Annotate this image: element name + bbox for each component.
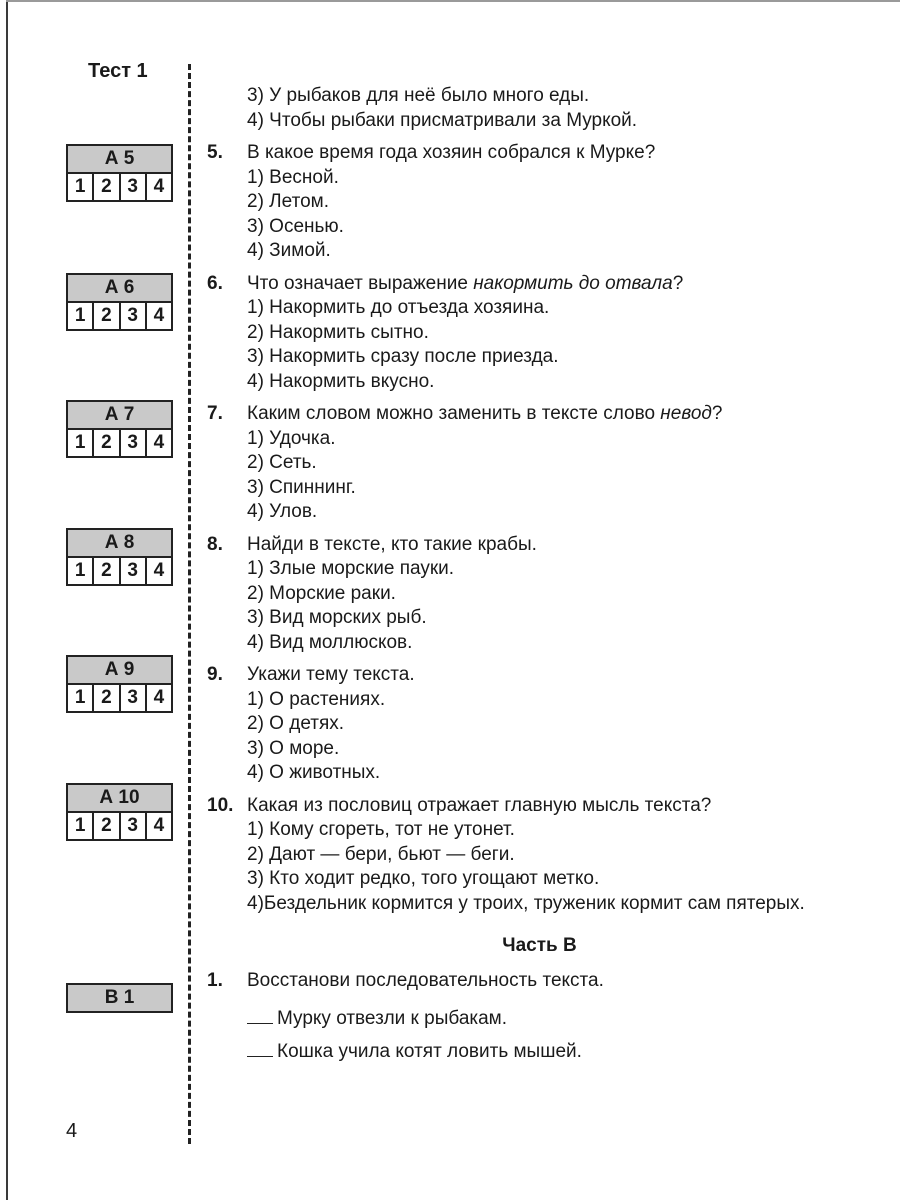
page-frame-top bbox=[6, 0, 900, 2]
answer-choice-2[interactable]: 2 bbox=[92, 558, 118, 584]
answer-choice-3[interactable]: 3 bbox=[119, 303, 145, 329]
answer-choice-2[interactable]: 2 bbox=[92, 303, 118, 329]
answer-choice-1[interactable]: 1 bbox=[74, 176, 86, 197]
option: 3) О море. bbox=[247, 737, 340, 759]
answer-choice-3[interactable]: 3 bbox=[119, 174, 145, 200]
answer-box-label: А 7 bbox=[68, 402, 171, 428]
question-number: 7. bbox=[207, 403, 223, 424]
option: 2) Накормить сытно. bbox=[247, 321, 429, 343]
answer-box-b1[interactable] bbox=[66, 983, 173, 1013]
answer-box-label: А 5 bbox=[68, 146, 171, 172]
test-title: Тест 1 bbox=[88, 60, 148, 82]
question-7 bbox=[207, 402, 832, 427]
option: 1) Накормить до отъезда хозяина. bbox=[247, 297, 550, 318]
answer-choice-3[interactable]: 3 bbox=[119, 685, 145, 711]
answer-box-a10 bbox=[66, 783, 173, 841]
question-number: 1. bbox=[207, 969, 223, 991]
option bbox=[207, 892, 832, 917]
question-text-end: ? bbox=[672, 272, 684, 294]
answer-choice-4[interactable]: 4 bbox=[145, 430, 171, 456]
question-text: Каким словом можно заменить в тексте слово bbox=[247, 403, 661, 424]
option: 1) Весной. bbox=[247, 166, 339, 188]
sequence-line bbox=[207, 1038, 832, 1065]
question-number: 5. bbox=[207, 142, 223, 163]
option: 3) Кто ходит редко, того угощают метко. bbox=[247, 868, 600, 889]
option: 3) Вид морских рыб. bbox=[247, 607, 427, 628]
option: 4) Вид моллюсков. bbox=[247, 631, 413, 653]
question-text-end: ? bbox=[711, 403, 723, 424]
option-number: 4) bbox=[247, 892, 264, 914]
question-b1 bbox=[207, 969, 832, 994]
answer-choice-2[interactable]: 2 bbox=[92, 685, 118, 711]
option: 3) Накормить сразу после приезда. bbox=[247, 346, 559, 367]
question-text: Восстанови последовательность текста. bbox=[247, 969, 604, 991]
question-number: 10. bbox=[207, 794, 234, 816]
question-text: Какая из пословиц отражает главную мысль текста? bbox=[247, 794, 712, 816]
answer-choice-3[interactable]: 3 bbox=[119, 813, 145, 839]
option-text: Бездельник кормится у троих, труженик кормит сам пятерых. bbox=[263, 892, 805, 914]
page-frame-left bbox=[6, 0, 8, 1200]
option: 2) Сеть. bbox=[247, 452, 317, 473]
questions-column bbox=[207, 84, 832, 1064]
question-6 bbox=[207, 272, 832, 297]
option: 2) Морские раки. bbox=[247, 582, 396, 604]
answer-choice-4[interactable]: 4 bbox=[145, 813, 171, 839]
option: 1) О растениях. bbox=[247, 688, 386, 710]
question-number: 9. bbox=[207, 664, 223, 685]
option: 1) Удочка. bbox=[247, 427, 336, 449]
answer-box-a8 bbox=[66, 528, 173, 586]
cut-line bbox=[188, 64, 191, 1144]
answer-choice-2[interactable]: 2 bbox=[92, 813, 118, 839]
answer-choice-2[interactable]: 2 bbox=[92, 430, 118, 456]
answer-box-a7 bbox=[66, 400, 173, 458]
option: 3) У рыбаков для неё было много еды. bbox=[247, 85, 590, 106]
answer-box-a6 bbox=[66, 273, 173, 331]
option: 4) Зимой. bbox=[247, 240, 331, 261]
option: 4) О животных. bbox=[247, 762, 381, 783]
section-title: Часть В bbox=[502, 935, 577, 956]
question-number: 8. bbox=[207, 533, 223, 555]
option: 3) Осенью. bbox=[247, 215, 344, 237]
answer-choice-1[interactable]: 1 bbox=[74, 687, 86, 708]
question-text: Укажи тему текста. bbox=[247, 664, 415, 685]
option: 1) Злые морские пауки. bbox=[247, 558, 455, 579]
question-8 bbox=[207, 533, 832, 558]
answer-box-label: А 8 bbox=[68, 530, 171, 556]
page-number: 4 bbox=[66, 1120, 78, 1142]
answer-choice-4[interactable]: 4 bbox=[145, 303, 171, 329]
option: 4) Чтобы рыбаки присматривали за Муркой. bbox=[247, 109, 638, 131]
answer-box-label: А 10 bbox=[68, 785, 171, 811]
question-number: 6. bbox=[207, 272, 223, 294]
option: 1) Кому сгореть, тот не утонет. bbox=[247, 819, 515, 840]
option: 4) Улов. bbox=[247, 501, 318, 522]
sequence-text: Кошка учила котят ловить мышей. bbox=[277, 1040, 582, 1062]
answer-choice-3[interactable]: 3 bbox=[119, 430, 145, 456]
question-text: Что означает выражение bbox=[247, 272, 474, 294]
answer-box-label: А 9 bbox=[68, 657, 171, 683]
answer-box-a5 bbox=[66, 144, 173, 202]
question-italic-phrase: невод bbox=[660, 403, 712, 424]
answer-choice-1[interactable]: 1 bbox=[74, 305, 86, 326]
answer-choice-4[interactable]: 4 bbox=[145, 685, 171, 711]
option: 2) Дают — бери, бьют — беги. bbox=[247, 843, 515, 865]
answer-choice-4[interactable]: 4 bbox=[145, 558, 171, 584]
answer-choice-1[interactable]: 1 bbox=[74, 560, 86, 581]
answer-choice-1[interactable]: 1 bbox=[74, 815, 86, 836]
question-10 bbox=[207, 794, 832, 819]
question-text: Найди в тексте, кто такие крабы. bbox=[247, 533, 537, 555]
question-text: В какое время года хозяин собрался к Мурке? bbox=[247, 142, 656, 163]
sequence-text: Мурку отвезли к рыбакам. bbox=[277, 1008, 508, 1029]
answer-choice-4[interactable]: 4 bbox=[145, 174, 171, 200]
answer-box-label: А 6 bbox=[68, 275, 171, 301]
option: 4) Накормить вкусно. bbox=[247, 370, 435, 392]
question-italic-phrase: накормить до отвала bbox=[473, 272, 673, 294]
option: 2) Летом. bbox=[247, 191, 329, 212]
question-5 bbox=[207, 141, 832, 166]
answer-box-a9 bbox=[66, 655, 173, 713]
answer-choice-2[interactable]: 2 bbox=[92, 174, 118, 200]
option: 2) О детях. bbox=[247, 713, 345, 734]
answer-blank[interactable] bbox=[247, 1038, 273, 1057]
answer-choice-1[interactable]: 1 bbox=[74, 432, 86, 453]
answer-choice-3[interactable]: 3 bbox=[119, 558, 145, 584]
answer-blank[interactable] bbox=[247, 1005, 273, 1024]
question-9 bbox=[207, 663, 832, 688]
answer-box-label: В 1 bbox=[68, 985, 171, 1011]
sequence-line bbox=[207, 1005, 832, 1032]
option: 3) Спиннинг. bbox=[247, 476, 356, 498]
